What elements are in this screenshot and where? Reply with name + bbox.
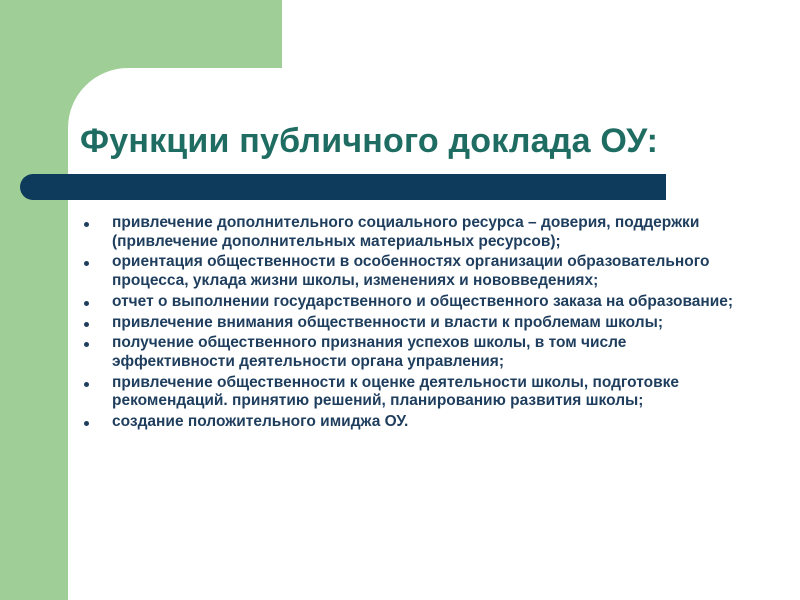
bullet-list — [84, 214, 744, 434]
list-item-text: ориентация общественности в особенностях организации образовательного процесса, уклада жизни школы, изменениях и нововведениях; — [112, 253, 710, 290]
list-item — [84, 253, 744, 290]
list-item — [84, 214, 744, 251]
bullet-icon — [84, 342, 89, 347]
title-underline-bar — [20, 174, 666, 200]
list-item-text: получение общественного признания успехов школы, в том числе эффективности деятельности органа управления; — [112, 334, 627, 370]
bullet-icon — [84, 421, 89, 426]
list-item — [84, 334, 744, 371]
list-item-text: привлечение внимания общественности и власти к проблемам школы; — [112, 313, 663, 331]
list-item-text: отчет о выполнении государственного и общественного заказа на образование; — [112, 292, 734, 310]
bullet-icon — [84, 261, 89, 266]
list-item — [84, 293, 744, 312]
list-item-text: создание положительного имиджа ОУ. — [112, 413, 409, 431]
list-item — [84, 314, 744, 333]
list-item-text: привлечение общественности к оценке деятельности школы, подготовке рекомендаций. принятию решений, планированию развития школы; — [112, 373, 680, 410]
bullet-icon — [84, 322, 89, 327]
list-item-text: привлечение дополнительного социального ресурса – доверия, поддержки (привлечение дополнительных материальных ресурсов); — [112, 214, 700, 250]
list-item — [84, 374, 744, 411]
bullet-icon — [84, 382, 89, 387]
slide-title: Функции публичного доклада ОУ: — [80, 122, 659, 160]
bullet-icon — [84, 301, 89, 306]
list-item — [84, 413, 744, 432]
bullet-icon — [84, 222, 89, 227]
